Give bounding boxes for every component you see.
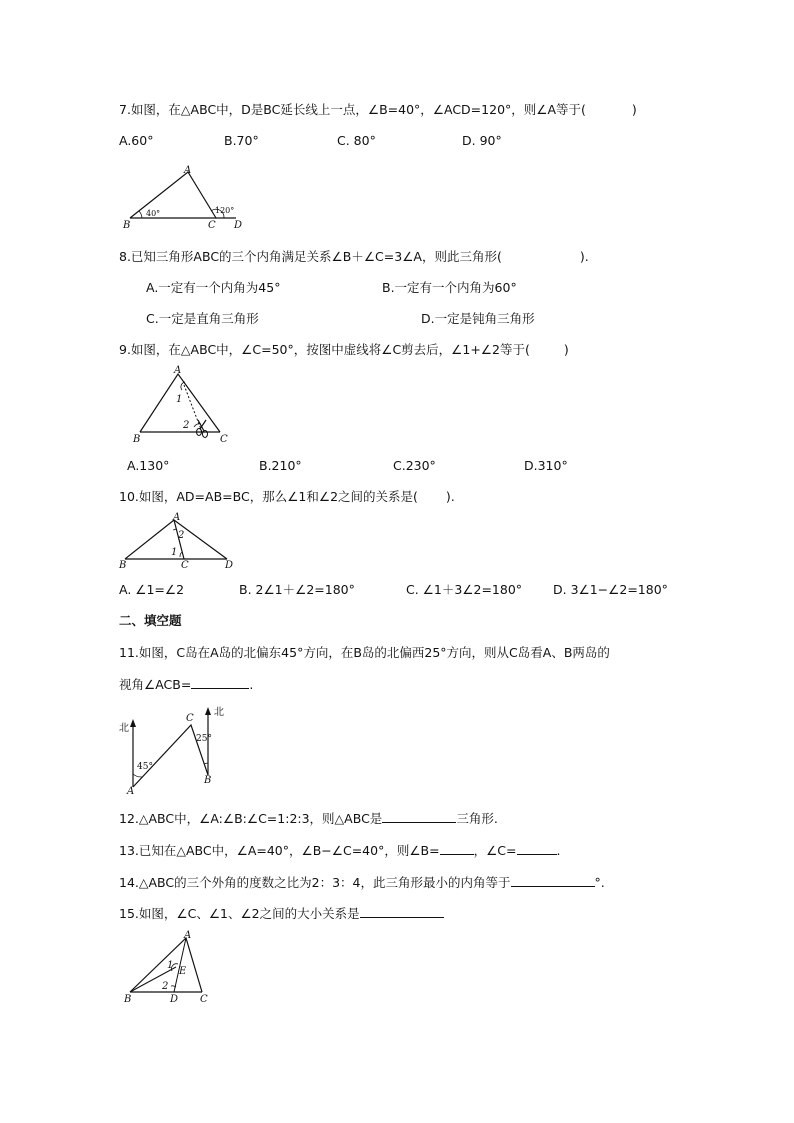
q10-angle-2: 2 [178, 530, 185, 541]
q15-label-a: A [184, 930, 192, 941]
q9-label-c: C [220, 434, 228, 445]
q8-option-d[interactable]: D.一定是钝角三角形 [421, 311, 535, 326]
q11-north-label-b: 北 [214, 707, 224, 718]
q13-answer-blank-c[interactable] [517, 842, 557, 855]
q9-figure [130, 364, 240, 446]
q9-option-d[interactable]: D.310° [524, 458, 568, 473]
q15-label-b: B [124, 994, 132, 1005]
q9-stem: 9.如图，在△ABC中，∠C=50°，按图中虚线将∠C剪去后，∠1+∠2等于( ) [119, 342, 569, 357]
q13: 13.已知在△ABC中，∠A=40°，∠B−∠C=40°，则∠B= ，∠C= . [119, 843, 561, 858]
q7-option-b[interactable]: B.70° [224, 133, 259, 148]
q8-option-c[interactable]: C.一定是直角三角形 [146, 311, 259, 326]
q8-option-b[interactable]: B.一定有一个内角为60° [382, 280, 517, 295]
q10-stem: 10.如图，AD=AB=BC，那么∠1和∠2之间的关系是( ). [119, 489, 455, 504]
q11-line2: 视角∠ACB= . [119, 677, 254, 692]
section-title-fill-blank: 二、填空题 [119, 613, 182, 628]
q11-north-label-a: 北 [119, 723, 129, 734]
q11-angle-25: 25° [196, 734, 212, 744]
q15-label-e: E [179, 966, 187, 977]
q10-option-b[interactable]: B. 2∠1＋∠2=180° [239, 582, 355, 597]
q10-option-a[interactable]: A. ∠1=∠2 [119, 582, 185, 597]
q14: 14.△ABC的三个外角的度数之比为2：3：4，此三角形最小的内角等于 °. [119, 875, 605, 890]
q11-label-b: B [204, 775, 212, 786]
q11-label-a: A [127, 786, 135, 797]
q7-option-a[interactable]: A.60° [119, 133, 154, 148]
q7-label-b: B [123, 220, 131, 231]
q7-option-d[interactable]: D. 90° [462, 133, 502, 148]
q8-stem: 8.已知三角形ABC的三个内角满足关系∠B＋∠C=3∠A，则此三角形( ). [119, 249, 589, 264]
q12-answer-blank[interactable] [382, 810, 456, 823]
q7-option-c[interactable]: C. 80° [337, 133, 376, 148]
q10-label-c: C [181, 560, 189, 571]
q15-answer-blank[interactable] [360, 905, 444, 918]
q13-answer-blank-b[interactable] [440, 842, 474, 855]
q10-label-b: B [119, 560, 127, 571]
q7-angle-acd: 120° [215, 206, 235, 215]
q15: 15.如图，∠C、∠1、∠2之间的大小关系是 [119, 905, 444, 922]
q9-option-a[interactable]: A.130° [127, 458, 170, 473]
q10-label-a: A [173, 512, 181, 523]
q14-answer-blank[interactable] [511, 874, 595, 887]
q9-label-a: A [174, 365, 182, 376]
q10-option-c[interactable]: C. ∠1＋3∠2=180° [406, 582, 523, 597]
q15-angle-1: 1 [167, 960, 174, 971]
q11-label-c: C [186, 713, 194, 724]
q10-angle-1: 1 [171, 547, 178, 558]
q7-stem: 7.如图，在△ABC中，D是BC延长线上一点，∠B=40°，∠ACD=120°，则∠A等于( ) [119, 102, 637, 117]
q9-option-c[interactable]: C.230° [393, 458, 436, 473]
q15-angle-2: 2 [162, 981, 169, 992]
q7-label-d: D [234, 220, 243, 231]
q7-label-c: C [208, 220, 216, 231]
q15-label-d: D [170, 994, 179, 1005]
q15-figure [118, 930, 218, 1006]
q7-figure [118, 162, 248, 234]
q15-label-c: C [200, 994, 208, 1005]
q12: 12.△ABC中，∠A:∠B:∠C=1:2:3，则△ABC是 三角形. [119, 811, 498, 826]
q9-angle-2: 2 [183, 420, 190, 431]
q10-figure [118, 510, 238, 572]
q11-angle-45: 45° [137, 762, 153, 772]
q8-option-a[interactable]: A.一定有一个内角为45° [146, 280, 281, 295]
q7-angle-b: 40° [146, 209, 161, 218]
q9-option-b[interactable]: B.210° [259, 458, 302, 473]
q9-label-b: B [133, 434, 141, 445]
q10-option-d[interactable]: D. 3∠1−∠2=180° [553, 582, 668, 597]
q10-label-d: D [225, 560, 234, 571]
q7-label-a: A [184, 165, 192, 176]
q11-figure [118, 703, 238, 795]
q9-angle-1: 1 [176, 394, 183, 405]
q11-answer-blank[interactable] [191, 676, 249, 689]
q11-line1: 11.如图，C岛在A岛的北偏东45°方向，在B岛的北偏西25°方向，则从C岛看A、B两岛的 [119, 645, 610, 660]
